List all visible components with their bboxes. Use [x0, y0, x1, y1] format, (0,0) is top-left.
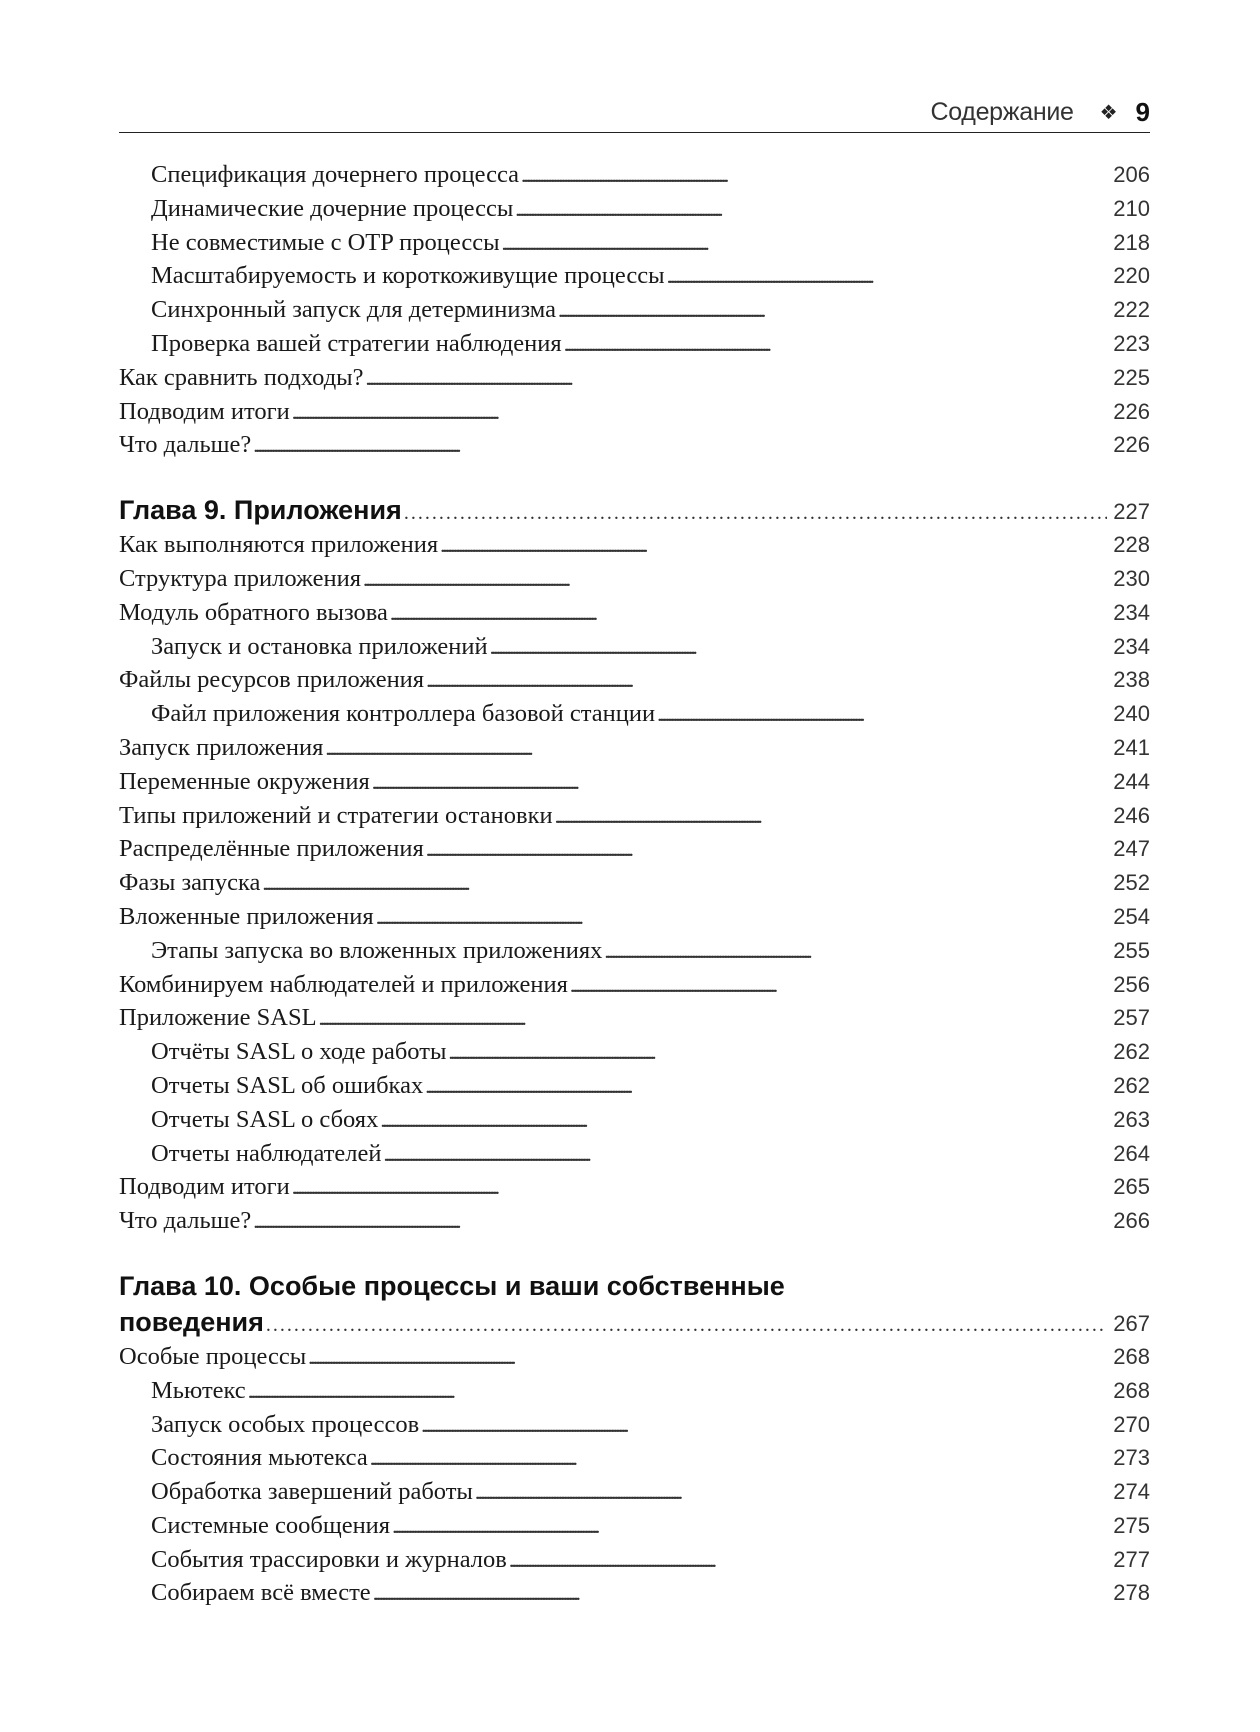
toc-entry[interactable]: [119, 293, 1150, 327]
toc-entry-page: 254: [1113, 903, 1150, 929]
leader-dots: [657, 699, 1111, 733]
toc-entry-label: Этапы запуска во вложенных приложениях: [151, 936, 603, 964]
toc-entry-page: 273: [1113, 1445, 1150, 1471]
toc-entry[interactable]: [119, 158, 1150, 192]
toc-entry-page: 264: [1113, 1140, 1150, 1166]
toc-entry[interactable]: [119, 630, 1150, 664]
toc-entry-page: 268: [1113, 1377, 1150, 1403]
toc-entry[interactable]: [119, 1374, 1150, 1408]
toc-entry-label: Отчеты наблюдателей: [151, 1139, 382, 1167]
toc-entry-label: Вложенные приложения: [119, 902, 374, 930]
leader-dots: [448, 1037, 1111, 1071]
toc-entry-label: Системные сообщения: [151, 1511, 391, 1539]
toc-entry-label: Динамические дочерние процессы: [151, 194, 514, 222]
leader-dots: [555, 801, 1112, 835]
chapter-10-heading[interactable]: [119, 1268, 1150, 1340]
toc-entry-label: События трассировки и журналов: [151, 1545, 507, 1573]
toc-entry-page: 266: [1113, 1208, 1150, 1234]
toc-entry-label: Комбинируем наблюдателей и приложения: [119, 970, 568, 998]
toc-entry-label: Как выполняются приложения: [119, 531, 439, 559]
leader-dots: [319, 1003, 1112, 1037]
leader-dots: [292, 397, 1112, 431]
toc-entry-page: 246: [1113, 802, 1150, 828]
toc-entry[interactable]: [119, 259, 1150, 293]
toc-entry-page: 238: [1113, 667, 1150, 693]
toc-entry-page: 234: [1113, 633, 1150, 659]
leader-dots: [325, 733, 1111, 767]
chapter-9-title: Глава 9. Приложения: [119, 495, 402, 526]
ornament-icon: ❖: [1099, 101, 1118, 124]
chapter-10-entries: [119, 1340, 1150, 1610]
leader-dots: [380, 1105, 1111, 1139]
toc-entry[interactable]: [119, 226, 1150, 260]
toc-entry-label: Приложение SASL: [119, 1004, 317, 1032]
leader-dots: [373, 1578, 1112, 1612]
toc-entry-page: 241: [1113, 734, 1150, 760]
chapter-10-title-line1: Глава 10. Особые процессы и ваши собственные: [119, 1270, 785, 1301]
toc-entry-label: Состояния мьютекса: [151, 1444, 368, 1472]
toc-entry-page: 220: [1113, 263, 1150, 289]
toc-entry[interactable]: [119, 361, 1150, 395]
leader-dots: [502, 228, 1112, 262]
toc-entry[interactable]: [119, 663, 1150, 697]
toc-entry-label: Не совместимые с OTP процессы: [151, 228, 500, 256]
leader-dots: [390, 598, 1111, 632]
leader-dots: [475, 1477, 1111, 1511]
toc-entry-label: Спецификация дочернего процесса: [151, 161, 520, 188]
leader-dots: [440, 530, 1111, 564]
toc-entry[interactable]: [119, 1170, 1150, 1204]
toc-entry-label: Фазы запуска: [119, 869, 261, 897]
table-of-contents: [119, 158, 1150, 1610]
running-header-title: Содержание: [930, 97, 1074, 126]
toc-entry[interactable]: [119, 1576, 1150, 1610]
toc-entry-page: 244: [1113, 768, 1150, 794]
toc-entry[interactable]: [119, 866, 1150, 900]
toc-entry[interactable]: [119, 697, 1150, 731]
toc-entry-label: Распределённые приложения: [119, 835, 424, 863]
toc-entry[interactable]: [119, 562, 1150, 596]
toc-entry-page: 225: [1113, 364, 1150, 390]
leader-dots: [425, 1071, 1111, 1105]
toc-entry[interactable]: [119, 1509, 1150, 1543]
leader-dots: [426, 665, 1111, 699]
toc-entry-label: Отчёты SASL о ходе работы: [151, 1038, 447, 1066]
toc-entry-page: 223: [1113, 330, 1150, 356]
toc-entry-label: Структура приложения: [119, 564, 361, 592]
toc-entry-page: 263: [1113, 1106, 1150, 1132]
toc-entry[interactable]: [119, 1137, 1150, 1171]
chapter-9-entries: [119, 528, 1150, 1238]
toc-entry-page: 262: [1113, 1039, 1150, 1065]
chapter-9-heading[interactable]: [119, 492, 1150, 528]
toc-entry[interactable]: [119, 799, 1150, 833]
leader-dots: [521, 160, 1111, 194]
toc-entry-label: Типы приложений и стратегии остановки: [119, 801, 553, 829]
toc-entry-page: 262: [1113, 1072, 1150, 1098]
leader-dots: [667, 261, 1112, 295]
toc-entry-label: Файлы ресурсов приложения: [119, 666, 425, 694]
toc-entry-label: Отчеты SASL о сбоях: [151, 1105, 379, 1133]
leader-dots: [384, 1139, 1112, 1173]
chapter-10-title-line2: поведения: [119, 1306, 264, 1337]
toc-entry[interactable]: [119, 327, 1150, 361]
toc-entry-label: Запуск особых процессов: [151, 1410, 420, 1438]
toc-entry[interactable]: [119, 528, 1150, 562]
toc-entry-label: Модуль обратного вызова: [119, 598, 388, 626]
page-number: 9: [1135, 96, 1150, 127]
toc-entry-label: Синхронный запуск для детерминизма: [151, 296, 556, 324]
leader-dots: [266, 1307, 1107, 1343]
leader-dots: [558, 295, 1111, 329]
toc-entry[interactable]: [119, 192, 1150, 226]
toc-entry-label: Что дальше?: [119, 431, 252, 459]
leader-dots: [363, 564, 1111, 598]
toc-entry[interactable]: [119, 1340, 1150, 1374]
toc-entry-page: 228: [1113, 532, 1150, 558]
toc-entry[interactable]: [119, 1103, 1150, 1137]
toc-entry[interactable]: [119, 765, 1150, 799]
toc-entry-page: 206: [1113, 162, 1150, 187]
toc-entry[interactable]: [119, 1475, 1150, 1509]
toc-entry-page: 257: [1113, 1005, 1150, 1031]
toc-entry-label: Масштабируемость и короткоживущие процессы: [151, 262, 665, 290]
toc-entry-label: Отчеты SASL об ошибках: [151, 1071, 424, 1099]
leader-dots: [426, 834, 1112, 868]
toc-entry-page: 234: [1113, 599, 1150, 625]
toc-entry-label: Мьютекс: [151, 1376, 246, 1404]
toc-section-continued: [119, 158, 1150, 462]
toc-entry[interactable]: [119, 934, 1150, 968]
toc-entry-page: 222: [1113, 297, 1150, 323]
leader-dots: [515, 194, 1111, 228]
leader-dots: [372, 767, 1112, 801]
toc-entry-page: 256: [1113, 971, 1150, 997]
leader-dots: [262, 868, 1111, 902]
toc-entry-page: 268: [1113, 1343, 1150, 1369]
toc-entry-page: 265: [1113, 1174, 1150, 1200]
toc-entry-page: 255: [1113, 937, 1150, 963]
leader-dots: [404, 495, 1107, 531]
toc-entry-page: 252: [1113, 870, 1150, 896]
chapter-10-page: 267: [1113, 1310, 1150, 1336]
running-header: [119, 92, 1150, 133]
toc-entry-page: 226: [1113, 432, 1150, 458]
toc-entry-label: Запуск приложения: [119, 733, 324, 761]
toc-entry-label: Собираем всё вместе: [151, 1579, 371, 1607]
leader-dots: [490, 632, 1112, 666]
toc-entry-label: Особые процессы: [119, 1342, 307, 1370]
toc-entry-label: Подводим итоги: [119, 397, 290, 425]
toc-entry-label: Что дальше?: [119, 1207, 252, 1235]
toc-entry[interactable]: [119, 1069, 1150, 1103]
toc-entry-page: 274: [1113, 1479, 1150, 1505]
toc-entry-label: Подводим итоги: [119, 1173, 290, 1201]
leader-dots: [308, 1342, 1111, 1376]
toc-entry-page: 275: [1113, 1512, 1150, 1538]
toc-entry-label: Как сравнить подходы?: [119, 363, 364, 391]
leader-dots: [570, 970, 1111, 1004]
leader-dots: [564, 329, 1112, 363]
toc-entry[interactable]: [119, 968, 1150, 1002]
toc-entry[interactable]: [119, 1035, 1150, 1069]
leader-dots: [253, 430, 1111, 464]
leader-dots: [421, 1410, 1111, 1444]
leader-dots: [248, 1376, 1112, 1410]
toc-entry-page: 226: [1113, 398, 1150, 424]
toc-entry-page: 247: [1113, 836, 1150, 862]
toc-entry[interactable]: [119, 900, 1150, 934]
leader-dots: [376, 902, 1112, 936]
toc-entry-label: Файл приложения контроллера базовой станции: [151, 700, 656, 728]
toc-entry-page: 218: [1113, 229, 1150, 255]
toc-entry-page: 230: [1113, 565, 1150, 591]
toc-entry[interactable]: [119, 1408, 1150, 1442]
toc-entry-page: 210: [1113, 195, 1150, 221]
toc-entry[interactable]: [119, 428, 1150, 462]
leader-dots: [509, 1545, 1111, 1579]
toc-entry[interactable]: [119, 1001, 1150, 1035]
toc-entry[interactable]: [119, 832, 1150, 866]
leader-dots: [604, 936, 1111, 970]
toc-entry-label: Запуск и остановка приложений: [151, 632, 488, 660]
toc-entry-page: 270: [1113, 1411, 1150, 1437]
toc-entry[interactable]: [119, 1441, 1150, 1475]
toc-entry[interactable]: [119, 596, 1150, 630]
toc-entry[interactable]: [119, 395, 1150, 429]
leader-dots: [366, 363, 1112, 397]
toc-entry-page: 277: [1113, 1546, 1150, 1572]
leader-dots: [370, 1443, 1112, 1477]
chapter-9-page: 227: [1113, 499, 1150, 525]
toc-entry[interactable]: [119, 1204, 1150, 1238]
toc-entry-label: Обработка завершений работы: [151, 1478, 473, 1506]
toc-entry-label: Проверка вашей стратегии наблюдения: [151, 329, 562, 357]
toc-entry-page: 278: [1113, 1580, 1150, 1606]
leader-dots: [292, 1172, 1112, 1206]
leader-dots: [253, 1206, 1111, 1240]
toc-entry[interactable]: [119, 731, 1150, 765]
toc-entry-page: 240: [1113, 701, 1150, 727]
toc-entry-label: Переменные окружения: [119, 767, 370, 795]
leader-dots: [392, 1511, 1111, 1545]
toc-entry[interactable]: [119, 1543, 1150, 1577]
